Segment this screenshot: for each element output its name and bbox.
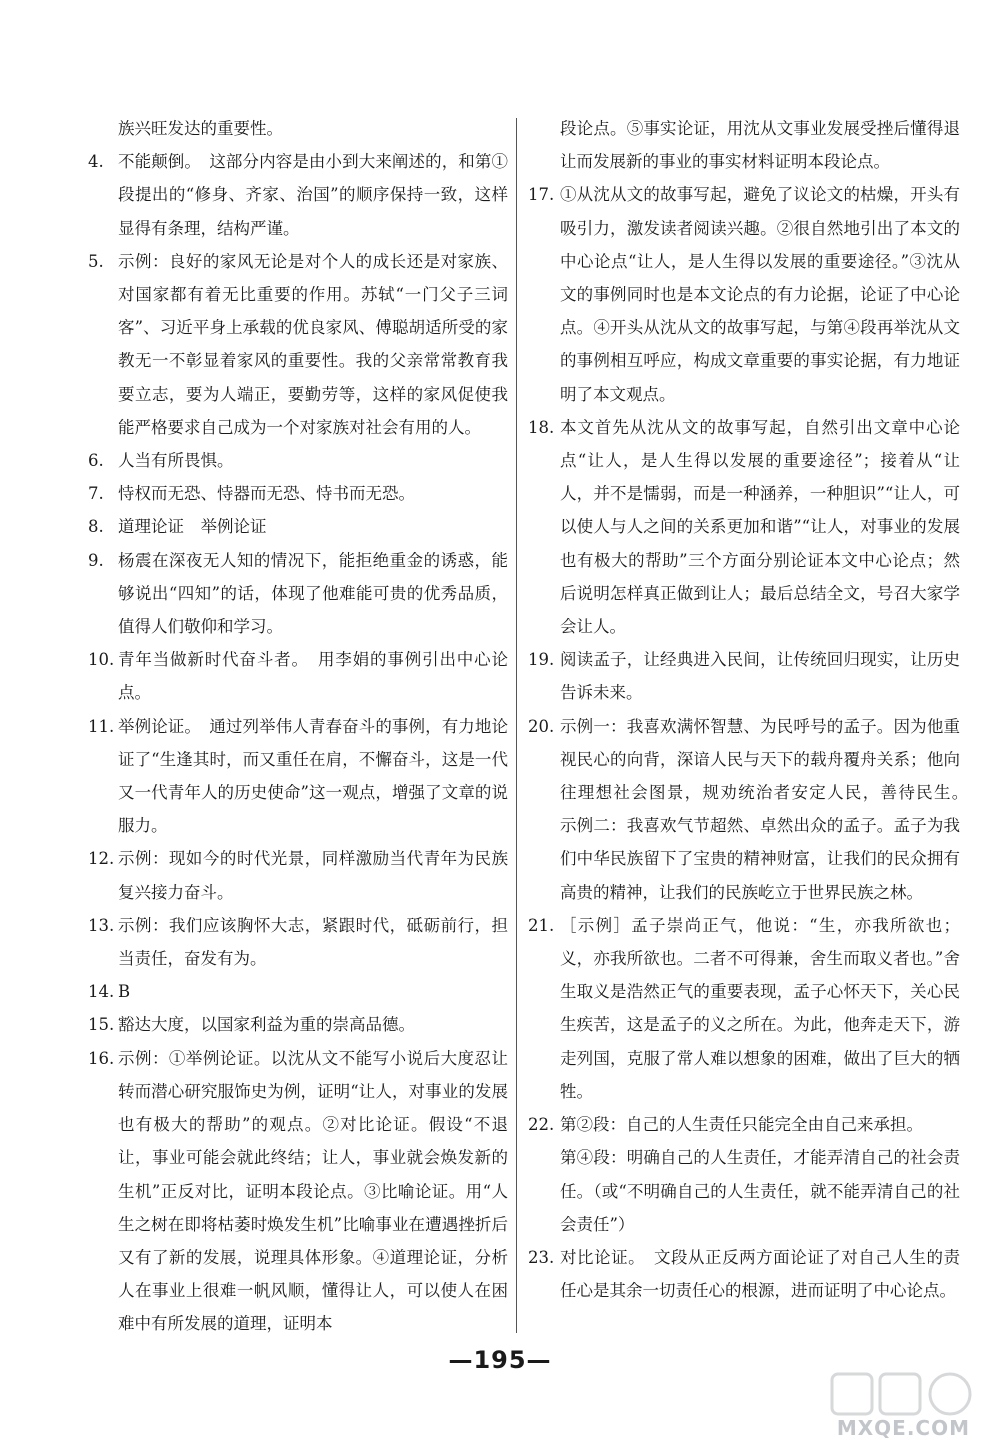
answer-number: 22. — [528, 1115, 555, 1135]
answer-number: 21. — [528, 915, 555, 935]
answer-item — [88, 112, 508, 145]
answer-item — [88, 510, 508, 543]
answer-number: 15. — [88, 1015, 115, 1035]
answer-text: 青年当做新时代奋斗者。 用李娟的事例引出中心论点。 — [118, 650, 508, 703]
answer-text: 道理论证 举例论证 — [118, 517, 267, 537]
answer-item — [88, 1008, 508, 1041]
answer-text: 人当有所畏惧。 — [118, 451, 234, 471]
answer-number: 9. — [88, 550, 104, 570]
answer-number: 17. — [528, 185, 555, 205]
answer-text: 杨震在深夜无人知的情况下，能拒绝重金的诱惑，能够说出“四知”的话，体现了他难能可贵的优秀品质，值得人们敬仰和学习。 — [118, 550, 508, 637]
answer-text: 不能颠倒。 这部分内容是由小到大来阐述的，和第①段提出的“修身、齐家、治国”的顺序保持一致，这样显得有条理，结构严谨。 — [118, 152, 508, 238]
answer-text: 示例：我们应该胸怀大志，紧跟时代，砥砺前行，担当责任，奋发有为。 — [118, 915, 508, 969]
answer-item — [88, 477, 508, 510]
answer-item — [88, 909, 508, 975]
answer-number: 14. — [88, 982, 115, 1002]
answer-text: 本文首先从沈从文的故事写起，自然引出文章中心论点“让人，是人生得以发展的重要途径”；接着从“让人，并不是懦弱，而是一种涵养，一种胆识”“让人，可以使人与人之间的关系更加和谐”“让人，对事业的发展也有极大的帮助”三个方面分别论证本文中心论点；然后说明怎样真正做到让人；最后总结全文，号召大家学会让人。 — [560, 417, 960, 637]
answer-number: 16. — [88, 1048, 115, 1068]
answer-number: 12. — [88, 849, 115, 869]
answer-text: 族兴旺发达的重要性。 — [118, 119, 283, 138]
answer-number: 13. — [88, 915, 115, 935]
answer-number: 19. — [528, 650, 555, 670]
answer-text: 对比论证。 文段从正反两方面论证了对自己人生的责任心是其余一切责任心的根源，进而证明了中心论点。 — [560, 1247, 960, 1301]
watermark-site: MXQE.COM — [836, 1416, 970, 1440]
answer-text: 示例一：我喜欢满怀智慧、为民呼号的孟子。因为他重视民心的向背，深谙人民与天下的载舟覆舟关系；他向往理想社会图景，规劝统治者安定人民，善待民生。 示例二：我喜欢气节超然、卓然出众的孟子。孟子为我们中华民族留下了宝贵的精神财富，让我们的民众拥有高贵的精神，让我们的民族屹立于世界民族之林。 — [560, 716, 977, 902]
answer-text: 举例论证。 通过列举伟人青春奋斗的事例，有力地论证了“生逢其时，而又重任在肩，不懈奋斗，这是一代又一代青年人的历史使命”这一观点，增强了文章的说服力。 — [118, 716, 508, 836]
answer-number: 6. — [88, 451, 104, 471]
answer-number: 5. — [88, 251, 104, 271]
answer-text: 示例：良好的家风无论是对个人的成长还是对家族、对国家都有着无比重要的作用。苏轼“一门父子三词客”、习近平身上承载的优良家风、傅聪胡适所受的家教无一不彰显着家风的重要性。我的父亲常常教育我要立志，要为人端正，要勤劳等，这样的家风促使我能严格要求自己成为一个对家族对社会有用的人。 — [118, 251, 508, 437]
answer-item — [88, 710, 508, 843]
answer-item — [88, 444, 508, 477]
answer-number: 18. — [528, 417, 555, 437]
answer-item — [528, 178, 960, 410]
answer-item — [528, 1241, 960, 1307]
answer-text: ①从沈从文的故事写起，避免了议论文的枯燥，开头有吸引力，激发读者阅读兴趣。②很自然地引出了本文的中心论点“让人，是人生得以发展的重要途径。”③沈从文的事例同时也是本文论点的有力论据，论证了中心论点。④开头从沈从文的故事写起，与第④段再举沈从文的事例相互呼应，构成文章重要的事实论据，有力地证明了本文观点。 — [560, 185, 960, 404]
answer-item — [528, 1108, 960, 1241]
answer-number: 11. — [88, 716, 115, 736]
answer-item — [88, 643, 508, 709]
answer-item — [528, 112, 960, 178]
answer-text: 阅读孟子，让经典进入民间，让传统回归现实，让历史告诉未来。 — [560, 650, 960, 703]
answer-number: 8. — [88, 517, 104, 537]
answer-item — [88, 544, 508, 644]
answer-item — [528, 710, 977, 909]
answer-item — [88, 145, 508, 245]
answer-item — [528, 643, 960, 709]
answer-number: 10. — [88, 650, 115, 670]
answer-text: ［示例］孟子崇尚正气，他说：“生，亦我所欲也；义，亦我所欲也。二者不可得兼，舍生而取义者也。”舍生取义是浩然正气的重要表现，孟子心怀天下，关心民生疾苦，这是孟子的义之所在。为此，他奔走天下，游走列国，克服了常人难以想象的困难，做出了巨大的牺牲。 — [560, 915, 960, 1101]
answer-item — [528, 909, 960, 1108]
answer-text: 第②段：自己的人生责任只能完全由自己来承担。 第④段：明确自己的人生责任，才能弄清自己的社会责任。（或“不明确自己的人生责任，就不能弄清自己的社会责任”） — [560, 1115, 960, 1234]
answer-item — [88, 842, 508, 908]
column-divider — [516, 118, 517, 1333]
answer-number: 23. — [528, 1247, 555, 1267]
answer-text: 豁达大度，以国家利益为重的崇高品德。 — [118, 1015, 415, 1035]
answer-number: 20. — [528, 716, 555, 736]
answer-item — [88, 1042, 508, 1341]
left-column — [88, 112, 508, 1341]
answer-item — [528, 411, 960, 643]
answer-text: 段论点。⑤事实论证，用沈从文事业发展受挫后懂得退让而发展新的事业的事实材料证明本段论点。 — [560, 119, 960, 172]
answer-text: 恃权而无恐、恃器而无恐、恃书而无恐。 — [118, 484, 415, 504]
right-column — [528, 112, 977, 1307]
answer-item — [88, 245, 508, 444]
answer-item — [88, 975, 508, 1008]
answer-number: 7. — [88, 484, 104, 504]
answer-text: 示例：①举例论证。以沈从文不能写小说后大度忍让转而潜心研究服饰史为例，证明“让人，对事业的发展也有极大的帮助”的观点。②对比论证。假设“不退让，事业可能会就此终结；让人，事业就会焕发新的生机”正反对比，证明本段论点。③比喻论证。用“人生之树在即将枯萎时焕发生机”比喻事业在遭遇挫折后又有了新的发展，说理具体形象。④道理论证，分析人在事业上很难一帆风顺，懂得让人，可以使人在困难中有所发展的道理，证明本 — [118, 1048, 508, 1334]
answer-text: B — [118, 982, 131, 1002]
page-number: —195— — [448, 1346, 552, 1374]
answer-text: 示例：现如今的时代光景，同样激励当代青年为民族复兴接力奋斗。 — [118, 849, 508, 902]
answer-number: 4. — [88, 152, 104, 172]
